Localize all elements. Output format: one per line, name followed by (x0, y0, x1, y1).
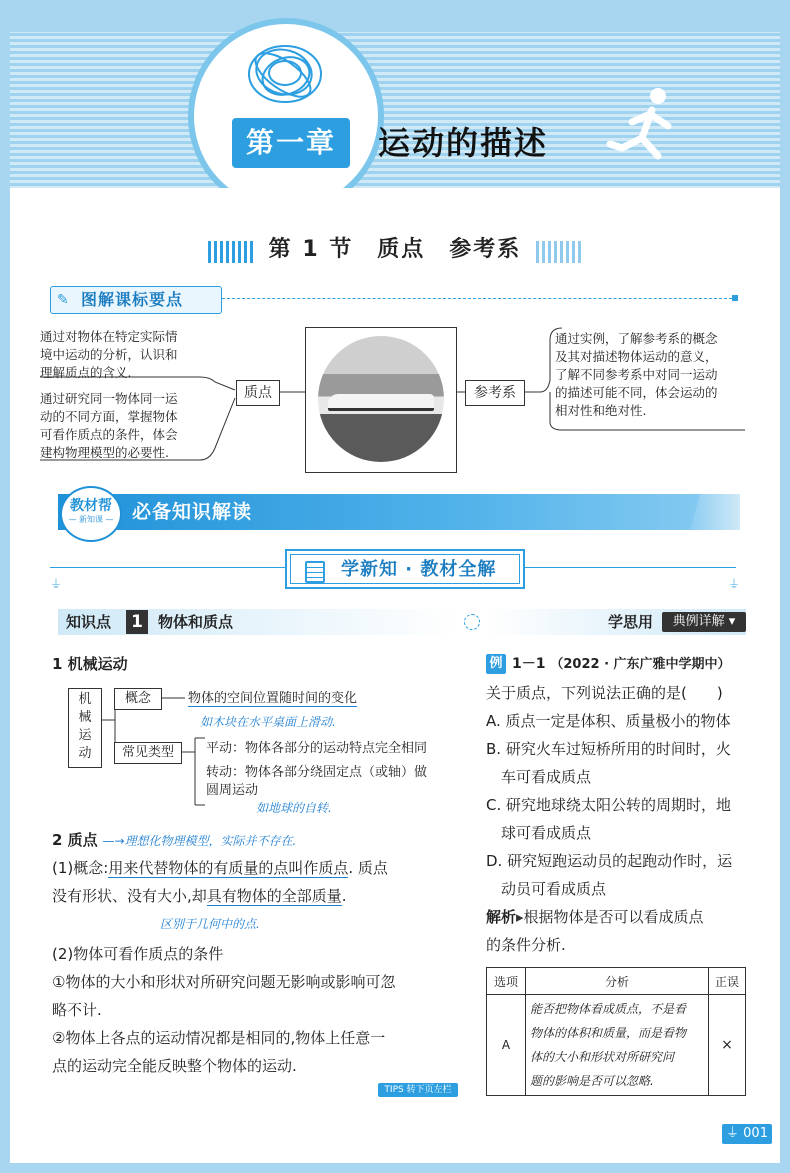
conditions-paragraph (52, 940, 462, 1080)
decor-bars-right (536, 241, 582, 263)
text-line (52, 854, 462, 882)
text-line: (2)物体可看作质点的条件 (52, 945, 224, 963)
concept-label: 概念 (114, 688, 162, 710)
plug-icon: ⏚ (726, 1126, 744, 1141)
text-line: 的描述可能不同，体会运动的 (555, 385, 718, 400)
header-bottom (10, 188, 780, 200)
option-b-cont: 车可看成质点 (486, 768, 592, 786)
text-line: 及其对描述物体运动的意义， (555, 349, 718, 364)
key-point-right (555, 330, 718, 420)
text-line: 题的影响是否可以忽略. (530, 1074, 654, 1088)
text-span: 没有形状、没有大小,却 (52, 887, 207, 905)
banner-title: 必备知识解读 (132, 501, 253, 523)
chapter-header (10, 0, 780, 200)
notebook-icon (305, 561, 325, 583)
study-title: 学新知 · 教材全解 (341, 559, 497, 580)
handwritten-note-s2: —→理想化物理模型，实际并不存在. (102, 834, 297, 848)
rotation-text-1: 转动：物体各部分绕固定点（或轴）做 (206, 765, 428, 780)
text-line: 建构物理模型的必要性. (40, 445, 169, 460)
rotation-text-2: 圆周运动 (206, 783, 259, 798)
key-points-title: 图解课标要点 (81, 290, 184, 309)
textbook-badge (60, 486, 122, 542)
study-box-inner (290, 554, 520, 584)
table-header-row (487, 968, 746, 995)
option-c-cont: 球可看成质点 (486, 824, 592, 842)
example-question (486, 679, 748, 959)
key-points-banner (50, 286, 222, 314)
s2-row (52, 830, 296, 850)
text-line: 相对性和绝对性. (555, 403, 647, 418)
section-title-row (10, 228, 780, 272)
page (10, 0, 780, 1163)
chapter-label: 第一章 (232, 118, 350, 168)
underlined-mass: 具有物体的全部质量 (206, 887, 342, 905)
example-header-text: 学思用 (608, 613, 654, 631)
example-label: 例 (486, 654, 506, 674)
option-c: C. 研究地球绕太阳公转的周期时，地 (486, 796, 732, 814)
concept-text (188, 690, 357, 708)
text-line: 体的大小和形状对所研究问 (530, 1050, 675, 1064)
handwritten-note-3: 区别于几何中的点. (160, 917, 260, 931)
plug-icon: ⏚ (50, 577, 63, 591)
s1-title: 1 机械运动 (52, 655, 128, 673)
chapter-title: 运动的描述 (378, 124, 549, 162)
knowledge-prefix: 知识点 (66, 613, 112, 631)
train-image (328, 394, 434, 411)
text-span: (1)概念: (52, 859, 109, 877)
text-line: 通过研究同一物体同一运 (40, 391, 178, 406)
runner-icon (600, 78, 690, 178)
scribble-icon (240, 36, 330, 112)
example-meta (512, 654, 731, 675)
example-source: （2022 · 广东广雅中学期中） (550, 657, 731, 672)
example-number: 1－1 (512, 656, 546, 672)
tree-root: 机 械 运 动 (68, 688, 102, 768)
pencil-icon: ✎ (57, 292, 69, 308)
train-photo (305, 327, 457, 473)
concept-paragraph (52, 854, 462, 910)
text-line: ①物体的大小和形状对所研究问题无影响或影响可忽 (52, 973, 396, 991)
underlined-definition: 用来代替物体的有质量的点叫作质点 (108, 859, 349, 877)
col-verdict: 正误 (709, 968, 746, 995)
handwritten-note-1: 如木块在水平桌面上滑动. (200, 715, 336, 729)
page-number (722, 1124, 772, 1144)
key-point-left-1 (40, 328, 178, 382)
concept-underlined: 物体的空间位置随时间的变化 (188, 691, 358, 706)
study-line-left (50, 567, 285, 568)
text-line (52, 882, 462, 910)
option-d: D. 研究短跑运动员的起跑动作时，运 (486, 852, 733, 870)
cell-analysis (526, 995, 709, 1096)
text-line: 动的不同方面，掌握物体 (40, 409, 178, 424)
text-span: . (341, 887, 347, 905)
analysis-line-1 (486, 903, 748, 931)
table-row (487, 995, 746, 1096)
text-span: . 质点 (348, 859, 388, 877)
text-line: 了解不同参考系中对同一运动 (555, 367, 718, 382)
text-line: 可看作质点的条件，体会 (40, 427, 178, 442)
decor-bars-left (208, 241, 254, 263)
text-line: 通过实例，了解参考系的概念 (555, 331, 718, 346)
label-particle: 质点 (236, 380, 280, 406)
badge-subtext: — 新知课 — (68, 515, 114, 524)
section-title: 第 1 节 质点 参考系 (268, 237, 522, 262)
study-title-box (285, 549, 525, 589)
cell-option: A (487, 995, 526, 1096)
label-reference-frame: 参考系 (465, 380, 525, 406)
header-band (10, 0, 780, 32)
triangle-icon: ▸ (516, 908, 524, 926)
divider-end-dot (732, 295, 738, 301)
badge-text: 教材帮 (70, 498, 112, 514)
knowledge-point-header (58, 609, 458, 635)
col-analysis: 分析 (526, 968, 709, 995)
text-line: 理解质点的含义. (40, 365, 132, 380)
s2-title: 2 质点 (52, 831, 98, 849)
translation-text: 平动：物体各部分的运动特点完全相同 (206, 741, 428, 756)
col-option: 选项 (487, 968, 526, 995)
bulb-icon (464, 614, 480, 630)
cell-verdict: × (709, 995, 746, 1096)
text-line: 境中运动的分析，认识和 (40, 347, 178, 362)
knowledge-number: 1 (126, 610, 148, 634)
text-line: 点的运动完全能反映整个物体的运动. (52, 1057, 297, 1075)
text-line: 物体的体积和质量，而是看物 (530, 1026, 687, 1040)
option-a: A. 质点一定是体积、质量极小的物体 (486, 712, 731, 730)
option-b: B. 研究火车过短桥所用的时间时，火 (486, 740, 731, 758)
question-text: 关于质点，下列说法正确的是( ) (486, 684, 723, 702)
dashed-divider (222, 298, 732, 299)
tips-tag: TIPS 转下页左栏 (378, 1083, 458, 1097)
analysis-label: 解析 (486, 908, 517, 926)
knowledge-name: 物体和质点 (158, 613, 234, 631)
key-point-left-2 (40, 390, 178, 462)
text-line: ②物体上各点的运动情况都是相同的,物体上任意一 (52, 1029, 386, 1047)
photo-circle (318, 336, 444, 462)
plug-icon: ⏚ (728, 577, 741, 591)
analysis-line-2: 的条件分析. (486, 936, 566, 954)
option-d-cont: 动员可看成质点 (486, 880, 607, 898)
text-line: 能否把物体看成质点，不是看 (530, 1002, 687, 1016)
text-line: 通过对物体在特定实际情 (40, 329, 178, 344)
example-detail-tag: 典例详解 ▾ (662, 612, 746, 632)
handwritten-note-2: 如地球的自转. (256, 801, 332, 815)
type-label: 常见类型 (114, 742, 182, 764)
analysis-text: 根据物体是否可以看成质点 (523, 908, 704, 926)
text-line: 略不计. (52, 1001, 102, 1019)
page-number-text: 001 (743, 1126, 768, 1141)
analysis-table (486, 967, 746, 1096)
example-header (484, 609, 746, 635)
study-line-right (521, 567, 736, 568)
